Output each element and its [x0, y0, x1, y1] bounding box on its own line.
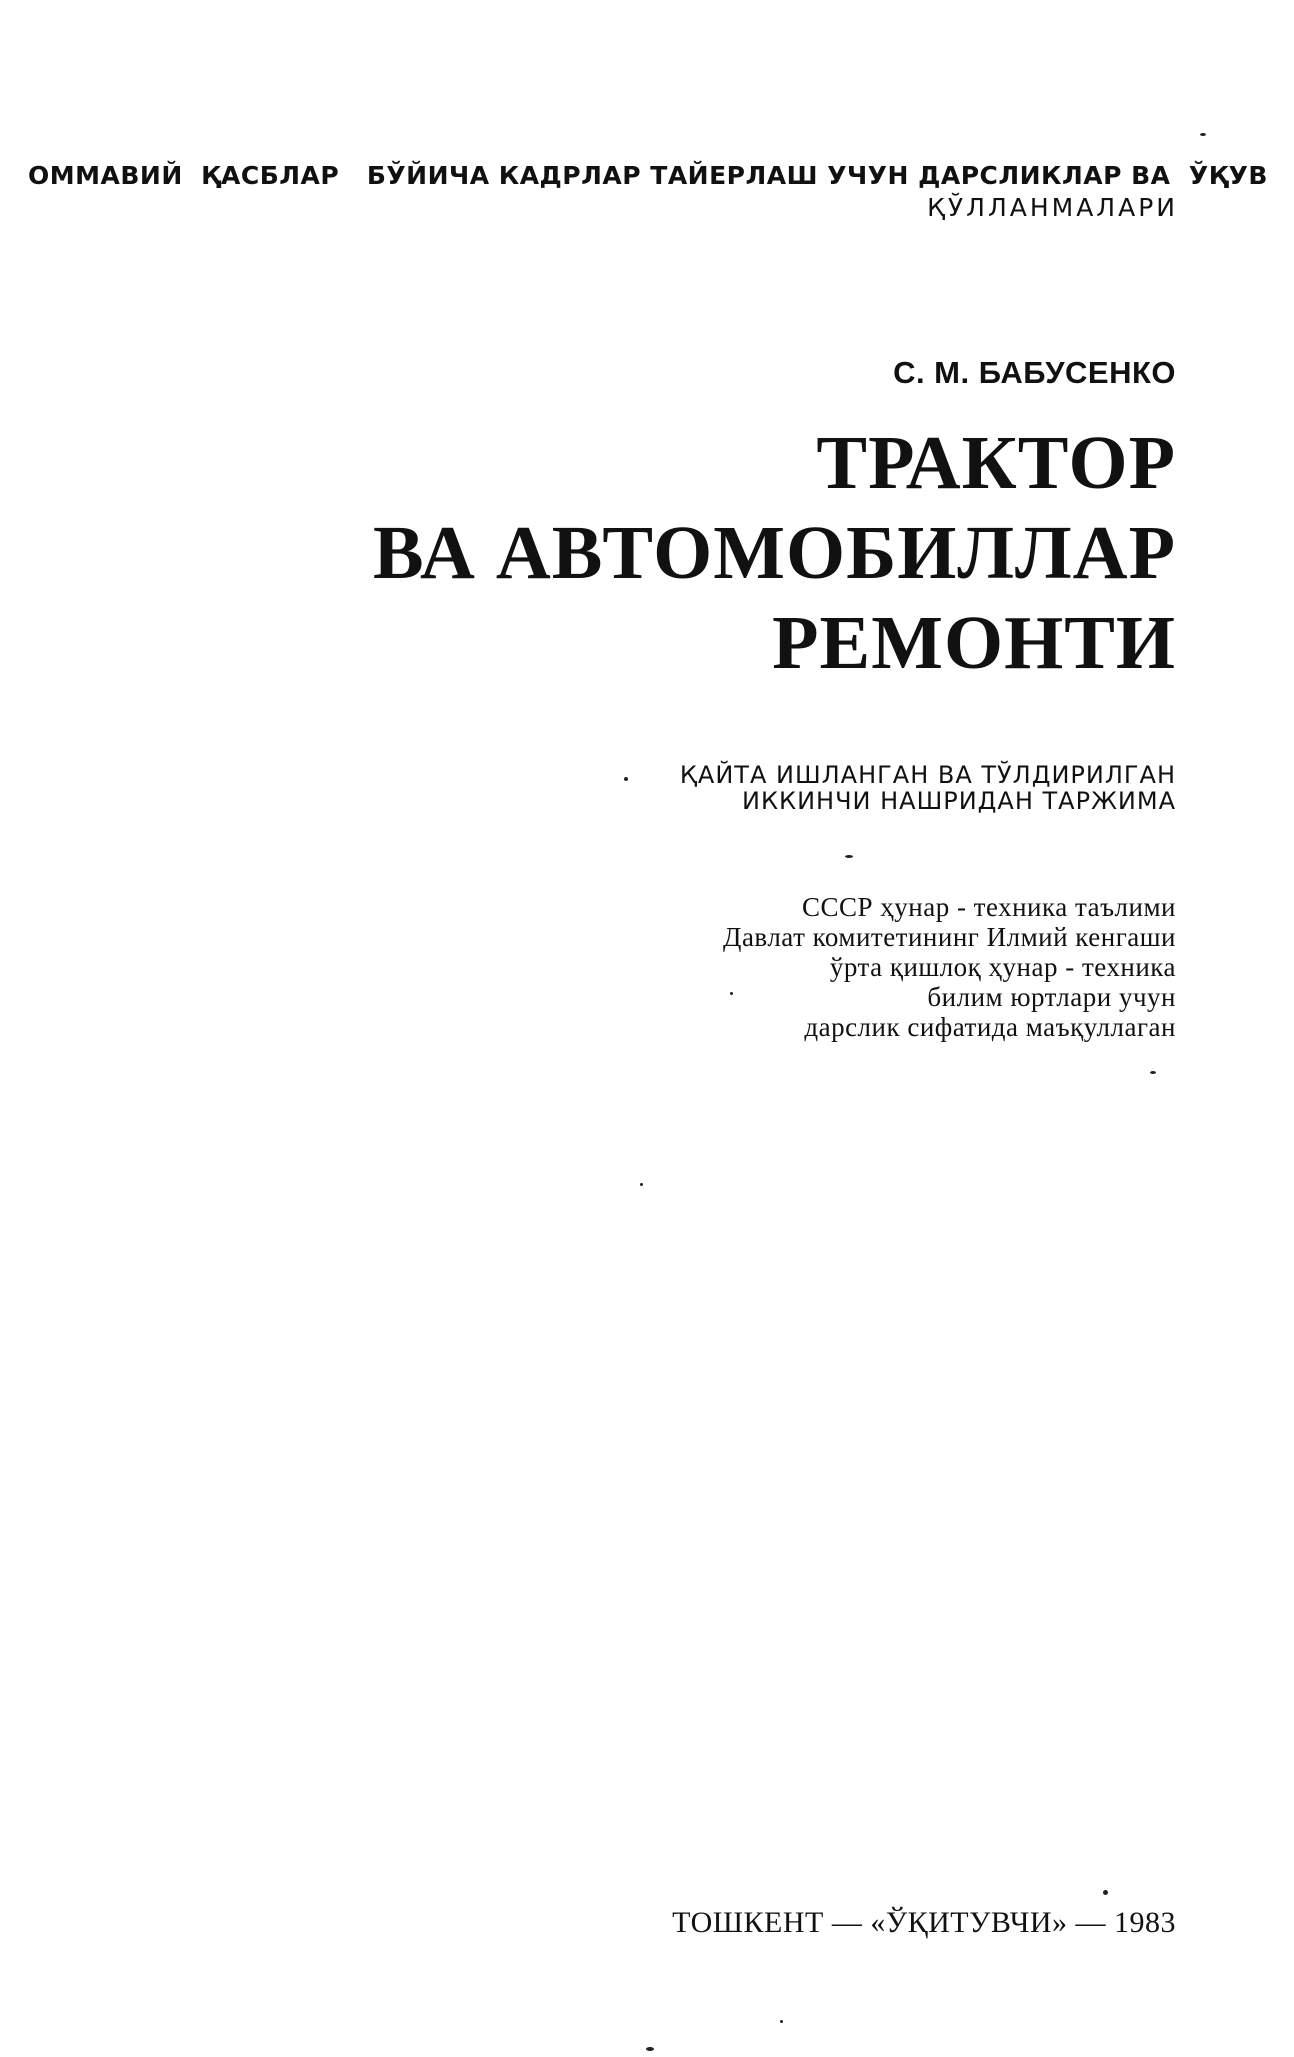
scan-speck	[1103, 1890, 1108, 1895]
approval-line-5: дарслик сифатида маъқуллаган	[804, 1012, 1176, 1042]
scan-speck	[646, 2047, 654, 2051]
series-line-1: ОММАВИЙ ҚАСБЛАР БЎЙИЧА КАДРЛАР ТАЙЕРЛАШ УЧУН ДАРСЛИКЛАР ВА ЎҚУВ	[28, 161, 1268, 190]
approval-line-3: ўрта қишлоқ ҳунар - техника	[829, 952, 1176, 982]
title-line-1: ТРАКТОР	[816, 421, 1176, 505]
scan-speck	[1200, 133, 1206, 136]
author-name: С. М. БАБУСЕНКО	[893, 355, 1176, 390]
book-title	[373, 418, 1176, 688]
title-line-3: РЕМОНТИ	[772, 601, 1176, 685]
scan-speck	[730, 992, 733, 995]
series-header	[28, 160, 1268, 224]
publisher-imprint: ТОШКЕНТ — «ЎҚИТУВЧИ» — 1983	[672, 1906, 1176, 1939]
scan-speck	[845, 855, 853, 858]
scan-speck	[640, 1183, 643, 1186]
title-line-2: ВА АВТОМОБИЛЛАР	[373, 511, 1176, 595]
series-line-2: ҚЎЛЛАНМАЛАРИ	[927, 193, 1178, 222]
edition-note	[680, 762, 1176, 814]
approval-line-4: билим юртлари учун	[927, 982, 1176, 1012]
edition-line-1: ҚАЙТА ИШЛАНГАН ВА ТЎЛДИРИЛГАН	[679, 761, 1176, 789]
scan-speck	[624, 777, 628, 781]
approval-line-1: СССР ҳунар - техника таълими	[801, 892, 1176, 922]
approval-line-2: Давлат комитетининг Илмий кенгаши	[723, 922, 1176, 952]
edition-line-2: ИККИНЧИ НАШРИДАН ТАРЖИМА	[742, 787, 1176, 815]
approval-statement	[723, 892, 1176, 1042]
scan-speck	[780, 2020, 783, 2023]
scan-speck	[1150, 1071, 1156, 1074]
